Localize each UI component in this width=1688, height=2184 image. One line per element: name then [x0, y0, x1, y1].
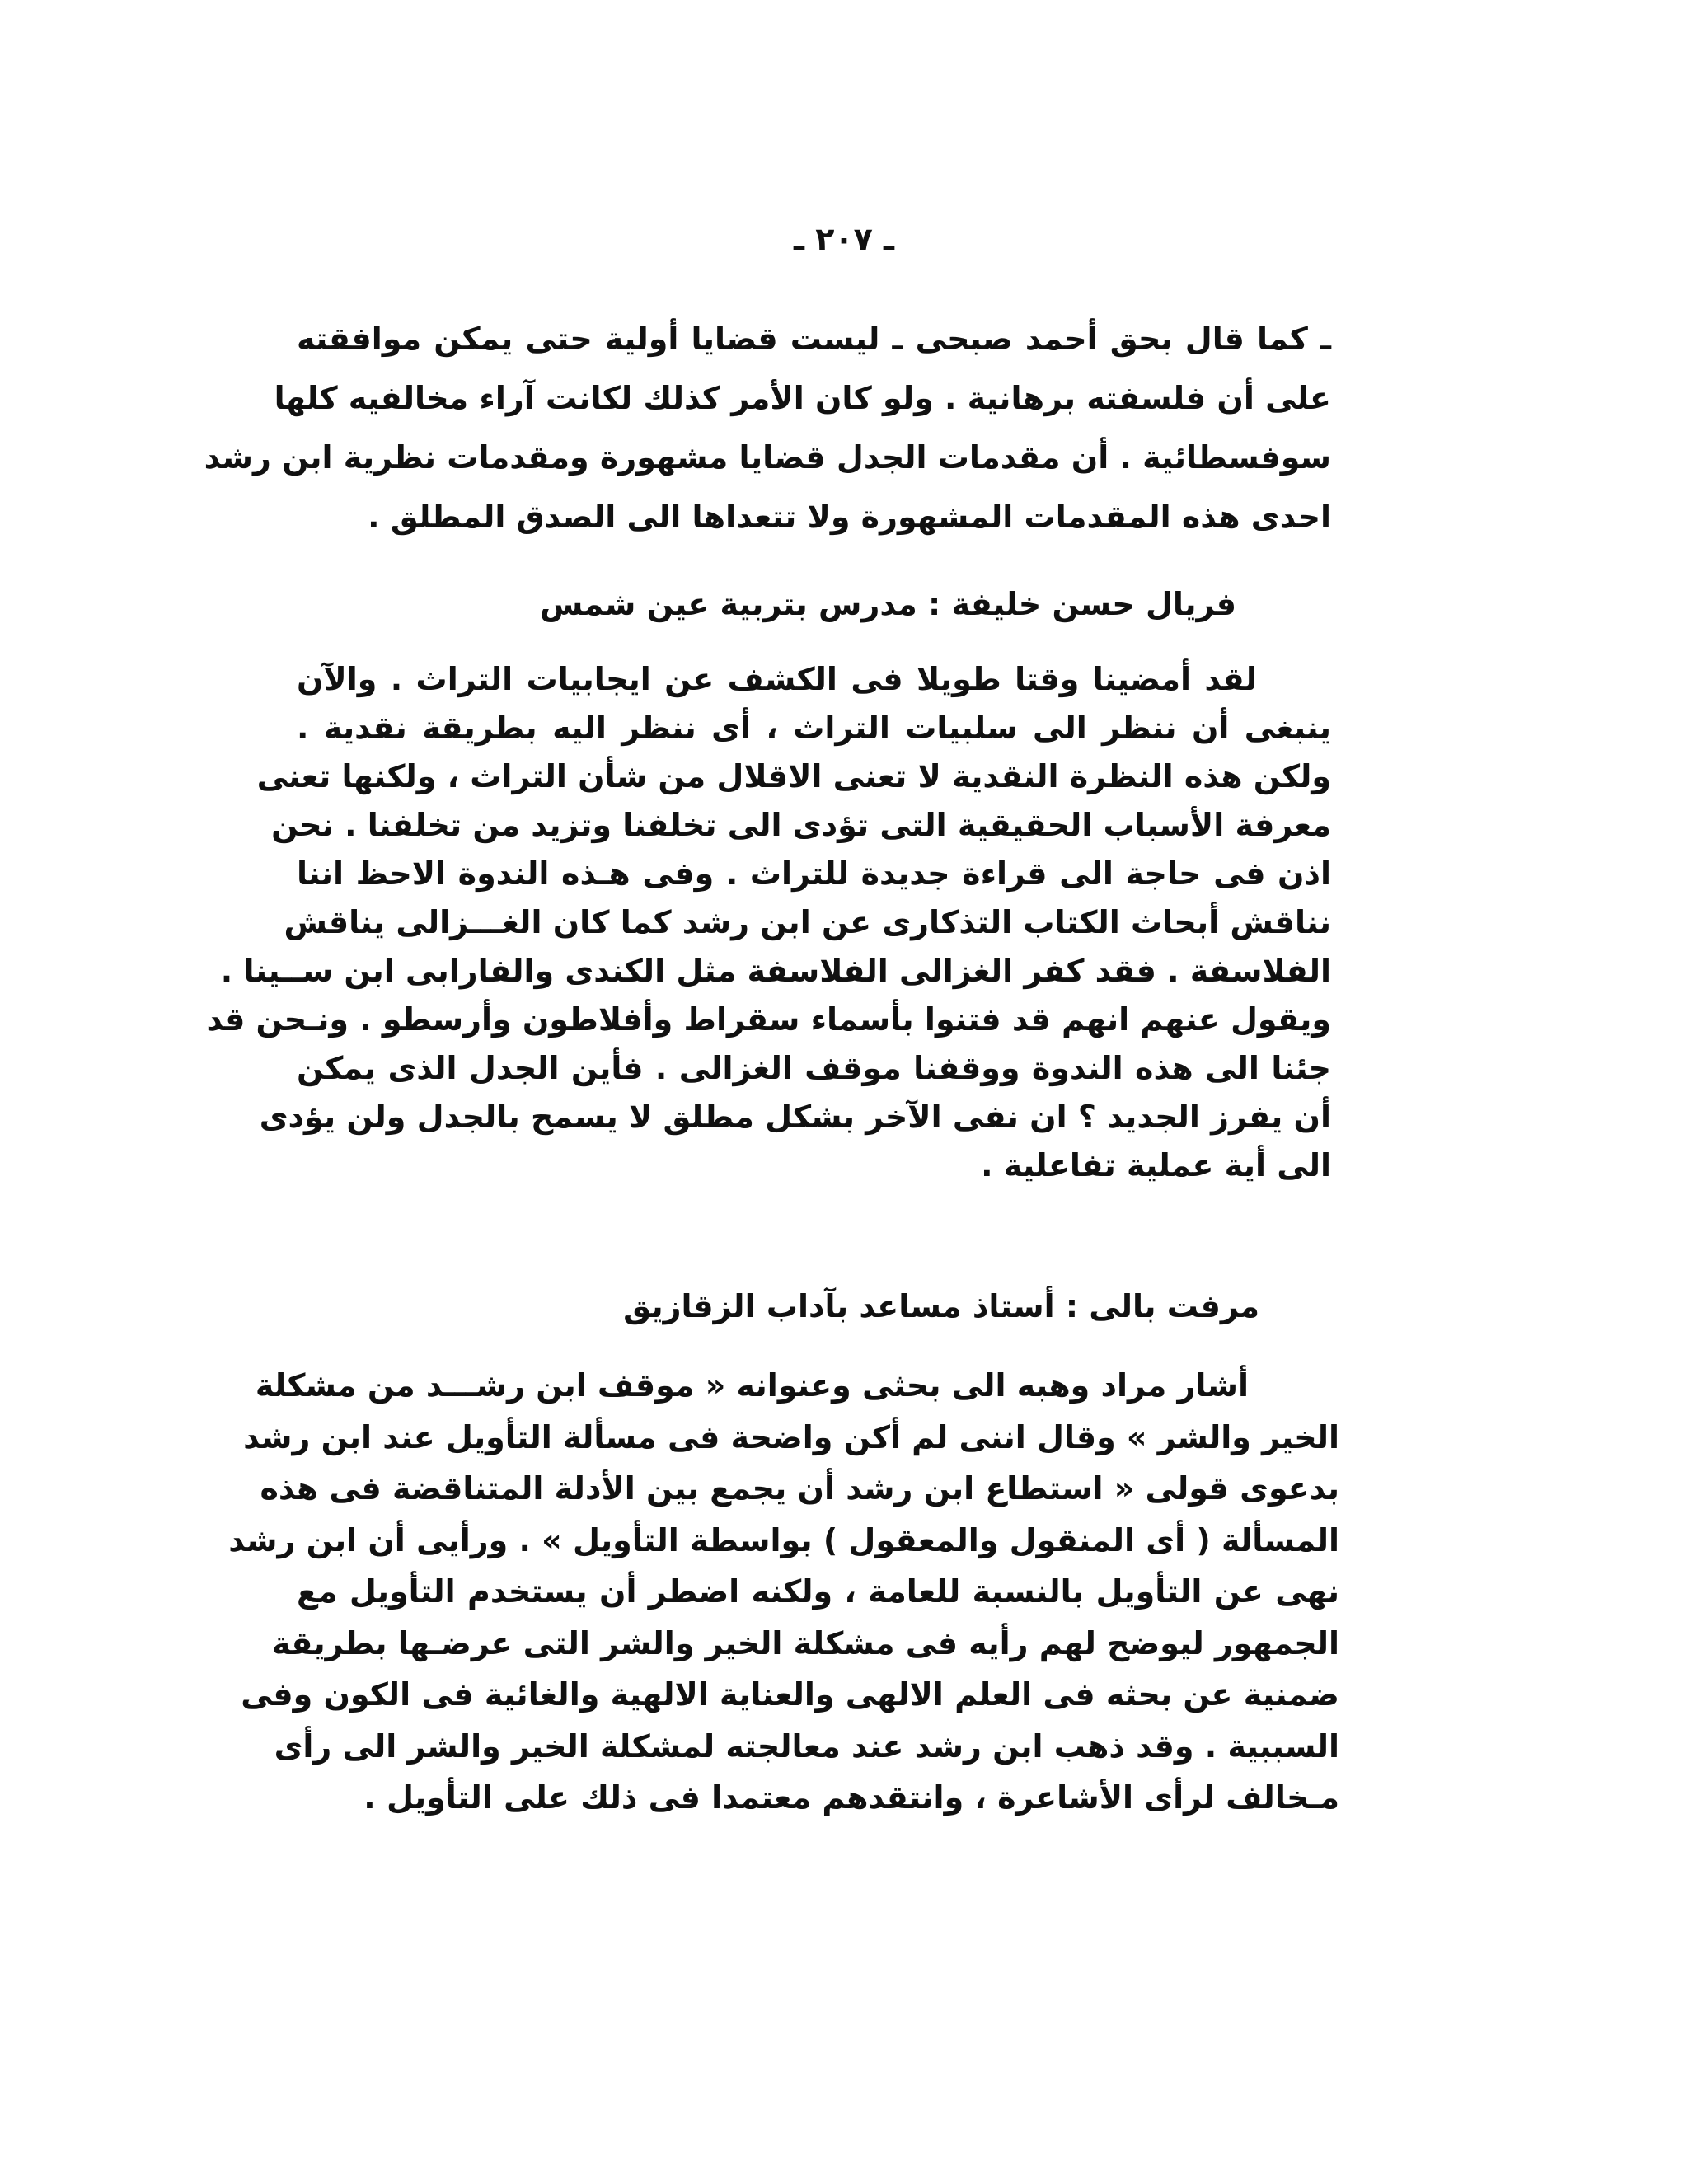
- text-line: على أن فلسفته برهانية . ولو كان الأمر كذلك لكانت آراء مخالفيه كلها: [274, 380, 1331, 416]
- paragraph-speaker-2: [228, 1360, 1339, 1824]
- text-line: ولكن هذه النظرة النقدية لا تعنى الاقلال من شأن التراث ، ولكنها تعنى: [256, 758, 1331, 794]
- paragraph-continuation: [204, 309, 1331, 546]
- text-line: سوفسطائية . أن مقدمات الجدل قضايا مشهورة ومقدمات نظرية ابن رشد: [204, 439, 1331, 476]
- text-line: الخير والشر » وقال اننى لم أكن واضحة فى مسألة التأويل عند ابن رشد: [243, 1418, 1339, 1455]
- text-line: ـ كما قال بحق أحمد صبحى ـ ليست قضايا أولية حتى يمكن موافقته: [297, 321, 1331, 357]
- text-line: الجمهور ليوضح لهم رأيه فى مشكلة الخير والشر التى عرضـها بطريقة: [271, 1624, 1339, 1661]
- text-line: السببية . وقد ذهب ابن رشد عند معالجته لمشكلة الخير والشر الى رأى: [274, 1727, 1339, 1765]
- speaker-heading-1: فريال حسن خليفة : مدرس بتربية عين شمس: [539, 586, 1236, 622]
- text-line: اذن فى حاجة الى قراءة جديدة للتراث . وفى هـذه الندوة الاحظ اننا: [297, 855, 1331, 892]
- page-number: ـ ٢٠٧ ـ: [793, 221, 895, 257]
- text-line: نهى عن التأويل بالنسبة للعامة ، ولكنه اضطر أن يستخدم التأويل مع: [297, 1573, 1339, 1610]
- text-line: ضمنية عن بحثه فى العلم الالهى والعناية الالهية والغائية فى الكون وفى: [241, 1676, 1339, 1713]
- text-line: المسألة ( أى المنقول والمعقول ) بواسطة التأويل » . ورأيى أن ابن رشد: [228, 1521, 1339, 1558]
- paragraph-speaker-1: [206, 655, 1331, 1190]
- text-line: أن يفرز الجديد ؟ ان نفى الآخر بشكل مطلق لا يسمح بالجدل ولن يؤدى: [259, 1099, 1331, 1135]
- text-line: معرفة الأسباب الحقيقية التى تؤدى الى تخلفنا وتزيد من تخلفنا . نحن: [271, 807, 1331, 843]
- text-line: جئنا الى هذه الندوة ووقفنا موقف الغزالى . فأين الجدل الذى يمكن: [297, 1050, 1331, 1086]
- text-line: ويقول عنهم انهم قد فتنوا بأسماء سقراط وأفلاطون وأرسطو . ونـحن قد: [206, 1001, 1331, 1038]
- text-line: احدى هذه المقدمات المشهورة ولا تتعداها الى الصدق المطلق .: [368, 499, 1331, 535]
- text-line: أشار مراد وهبه الى بحثى وعنوانه « موقف ابن رشـــد من مشكلة: [255, 1367, 1249, 1404]
- text-line: نناقش أبحاث الكتاب التذكارى عن ابن رشد كما كان الغـــزالى يناقش: [284, 904, 1331, 940]
- text-line: مـخالف لرأى الأشاعرة ، وانتقدهم معتمدا فى ذلك على التأويل .: [363, 1779, 1339, 1816]
- text-line: ينبغى أن ننظر الى سلبيات التراث ، أى ننظر اليه بطريقة نقدية .: [297, 710, 1331, 746]
- text-line: الى أية عملية تفاعلية .: [981, 1147, 1331, 1183]
- text-line: لقد أمضينا وقتا طويلا فى الكشف عن ايجابيات التراث . والآن: [297, 661, 1257, 697]
- speaker-heading-2: مرفت بالى : أستاذ مساعد بآداب الزقازيق: [623, 1288, 1259, 1324]
- text-line: الفلاسفة . فقد كفر الغزالى الفلاسفة مثل الكندى والفارابى ابن ســينا .: [220, 953, 1331, 989]
- text-line: بدعوى قولى « استطاع ابن رشد أن يجمع بين الأدلة المتناقضة فى هذه: [260, 1470, 1339, 1507]
